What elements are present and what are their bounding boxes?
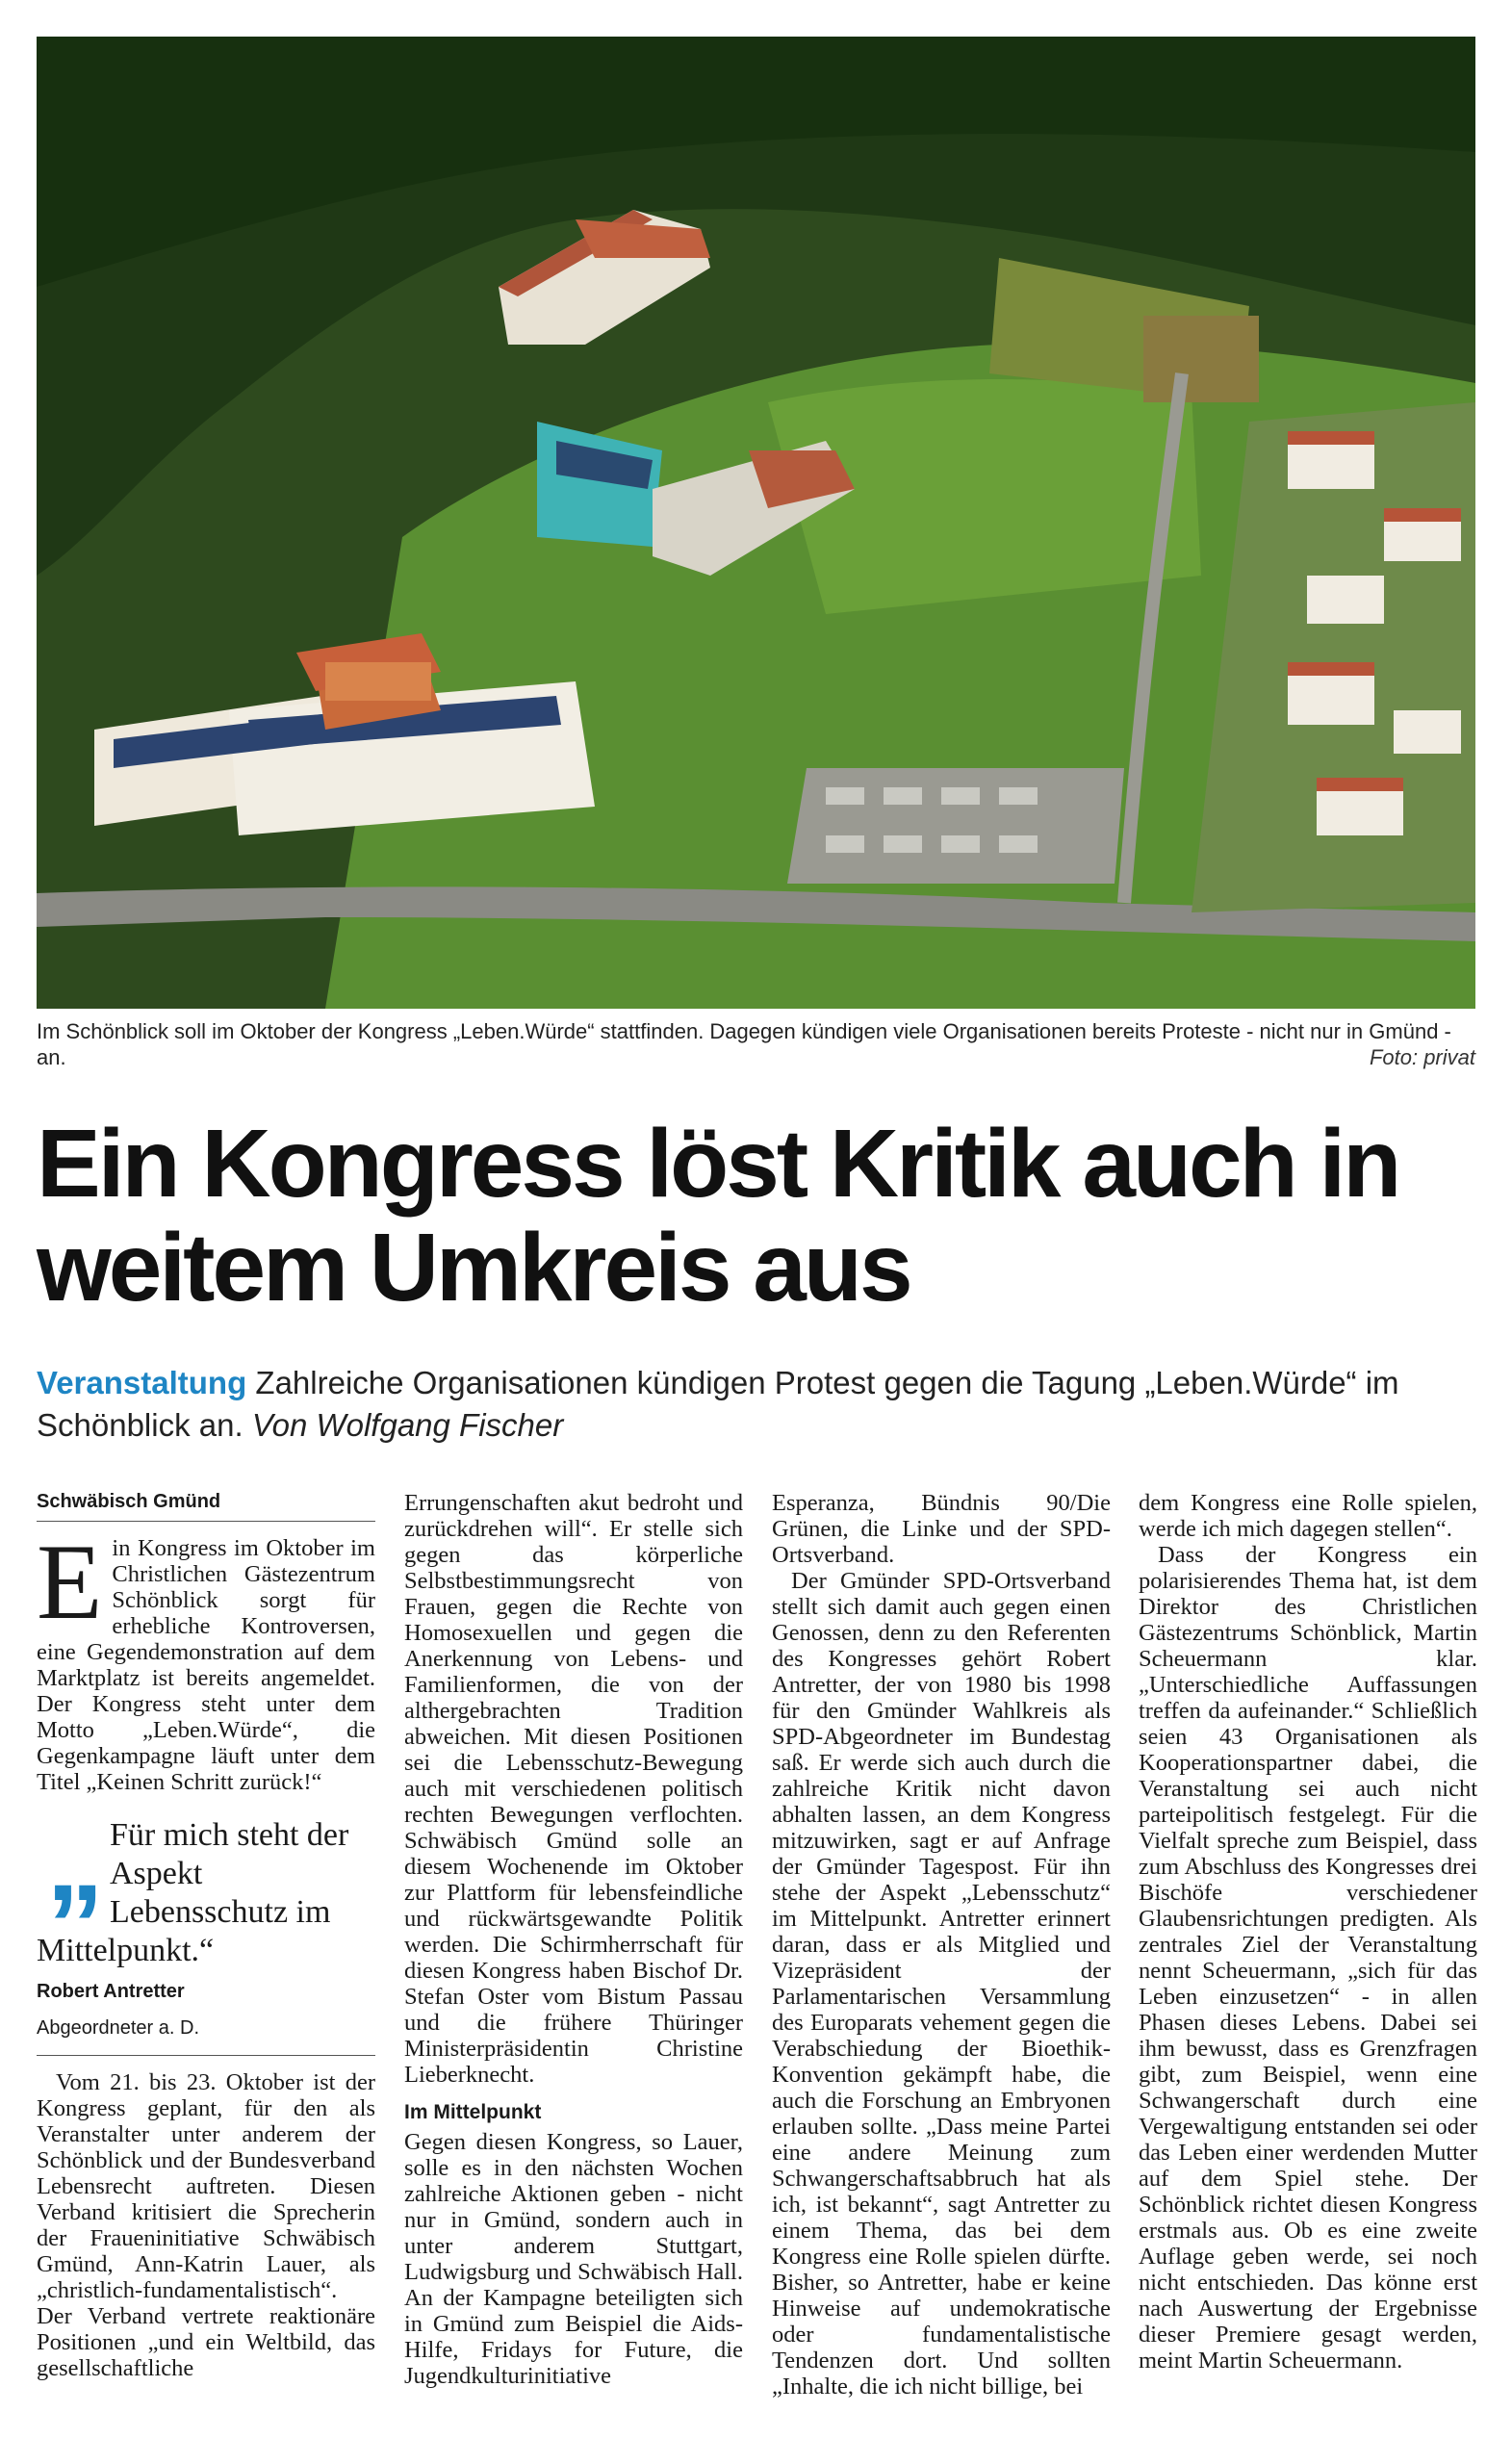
quote-text: Für mich steht der Aspekt Lebensschutz im Mittelpunkt.“ (37, 1817, 349, 1968)
dateline: Schwäbisch Gmünd (37, 1490, 375, 1522)
teaser: Zahlreiche Organisationen kündigen Protest gegen die Tagung „Leben.Würde“ im Schönblick an. (37, 1365, 1399, 1443)
photo-credit: Foto: privat (1369, 1045, 1475, 1069)
lead-paragraph (37, 1523, 375, 1795)
aerial-photo (37, 37, 1475, 1009)
column-1 (37, 1490, 375, 2381)
drop-cap: E (37, 1523, 103, 1642)
aerial-photo-illustration (37, 37, 1475, 1009)
byline: Von Wolfgang Fischer (251, 1407, 564, 1443)
kicker: Veranstaltung (37, 1365, 247, 1400)
body-paragraph: Vom 21. bis 23. Oktober ist der Kongress geplant, für den als Veranstalter unter anderem der Schönblick und der Bundesverband Lebensrecht auftreten. Diesen Verband kritisiert die Sprecherin der Fraueninitiative Schwäbisch Gmünd, Ann-Katrin Lauer, als „christlich-fundamentalistisch“. Der Verband vertrete reaktionäre Positionen „und ein Weltbild, das gesellschaftliche (37, 2069, 375, 2381)
quote-author: Robert Antretter (37, 1981, 185, 2002)
body-paragraph: Errungenschaften akut bedroht und zurückdrehen will“. Er stelle sich gegen das körperliche Selbstbestimmungsrecht von Frauen, gegen die Rechte von Homosexuellen und gegen die Anerkennung von Lebens- und Familienformen, die von der althergebrachten Tradition abweichen. Mit diesen Positionen sei die Lebensschutz-Bewegung auch mit verschiedenen politisch rechten Bewegungen verflochten. Schwäbisch Gmünd solle an diesem Wochenende im Oktober zur Plattform für lebensfeindliche und rückwärtsgewandte Politik werden. Die Schirmherrschaft für diesen Kongress haben Bischof Dr. Stefan Oster vom Bistum Passau und die frühere Thüringer Ministerpräsidentin Christine Lieberknecht. (404, 1490, 743, 2088)
column-2 (404, 1490, 743, 2389)
body-paragraph: Dass der Kongress ein polarisierendes Thema hat, ist dem Direktor des Christlichen Gästezentrums Schönblick, Martin Scheuermann klar. „Unterschiedliche Auffassungen treffen da aufeinander.“ Schließlich seien 43 Organisationen als Kooperationspartner dabei, die Veranstaltung sei auch nicht parteipolitisch festgelegt. Für die Vielfalt spreche zum Beispiel, dass zum Abschluss des Kongresses drei Bischöfe verschiedener Glaubensrichtungen predigten. Als zentrales Ziel der Veranstaltung nennt Scheuermann, „sich für das Leben einzusetzen“ - in allen Phasen dieses Lebens. Dabei sei ihm bewusst, dass es Grenzfragen gibt, zum Beispiel, wenn eine Schwangerschaft durch eine Vergewaltigung entstanden sei oder das Leben einer werdenden Mutter auf dem Spiel stehe. Der Schönblick richtet diesen Kongress erstmals aus. Ob es eine zweite Auflage geben werde, sei noch nicht entschieden. Das könne erst nach Auswertung der Ergebnisse dieser Premiere gesagt werden, meint Martin Scheuermann. (1139, 1542, 1477, 2374)
body-paragraph: Esperanza, Bündnis 90/Die Grünen, die Linke und der SPD-Ortsverband. (772, 1490, 1111, 1568)
section-subheading: Im Mittelpunkt (404, 2101, 542, 2123)
body-paragraph: Gegen diesen Kongress, so Lauer, solle es in den nächsten Wochen zahlreiche Aktionen geben - nicht nur in Gmünd, sondern auch in unter anderem Stuttgart, Ludwigsburg und Schwäbisch Hall. An der Kampagne beteiligten sich in Gmünd zum Beispiel die Aids-Hilfe, Fridays for Future, die Jugendkulturinitiative (404, 2129, 743, 2389)
subheadline (37, 1362, 1475, 1447)
headline: Ein Kongress löst Kritik auch in weitem Umkreis aus (37, 1110, 1399, 1322)
body-paragraph: Der Gmünder SPD-Ortsverband stellt sich damit auch gegen einen Genossen, denn zu den Referenten des Kongresses gehört Robert Antretter, der von 1980 bis 1998 für den Gmünder Wahlkreis als SPD-Abgeordneter im Bundestag saß. Er werde sich auch durch die zahlreiche Kritik nicht davon abhalten lassen, an dem Kongress mitzuwirken, sagt er auf Anfrage der Gmünder Tagespost. Für ihn stehe der Aspekt „Lebensschutz“ im Mittelpunkt. Antretter erinnert daran, dass er als Mitglied und Vizepräsident der Parlamentarischen Versammlung des Europarats vehement gegen die Verabschiedung der Bioethik-Konvention gekämpft habe, die auch die Forschung an Embryonen erlauben sollte. „Dass meine Partei eine andere Meinung zum Schwangerschaftsabbruch hat als ich, ist bekannt“, sagt Antretter zu einem Thema, das bei dem Kongress eine Rolle spielen dürfte. Bisher, so Antretter, habe er keine Hinweise auf undemokratische oder fundamentalistische Tendenzen dort. Und sollten „Inhalte, die ich nicht billige, bei (772, 1568, 1111, 2400)
column-3 (772, 1490, 1111, 2400)
quote-role: Abgeordneter a. D. (37, 2016, 375, 2056)
column-4 (1139, 1490, 1477, 2374)
photo-caption: Im Schönblick soll im Oktober der Kongress „Leben.Würde“ stattfinden. Dagegen kündigen viele Organisationen bereits Proteste - nicht nur in Gmünd - an. (37, 1019, 1451, 1069)
lead-text: in Kongress im Oktober im Christlichen Gästezentrum Schönblick sorgt für erhebliche Kontroversen, eine Gegendemonstration auf dem Marktplatz ist bereits angemeldet. Der Kongress steht unter dem Motto „Leben.Würde“, die Gegenkampagne läuft unter dem Titel „Keinen Schritt zurück!“ (37, 1535, 375, 1795)
pull-quote (37, 1796, 375, 2056)
quote-mark-icon: „ (46, 1796, 98, 1925)
body-paragraph: dem Kongress eine Rolle spielen, werde ich mich dagegen stellen“. (1139, 1490, 1477, 1542)
